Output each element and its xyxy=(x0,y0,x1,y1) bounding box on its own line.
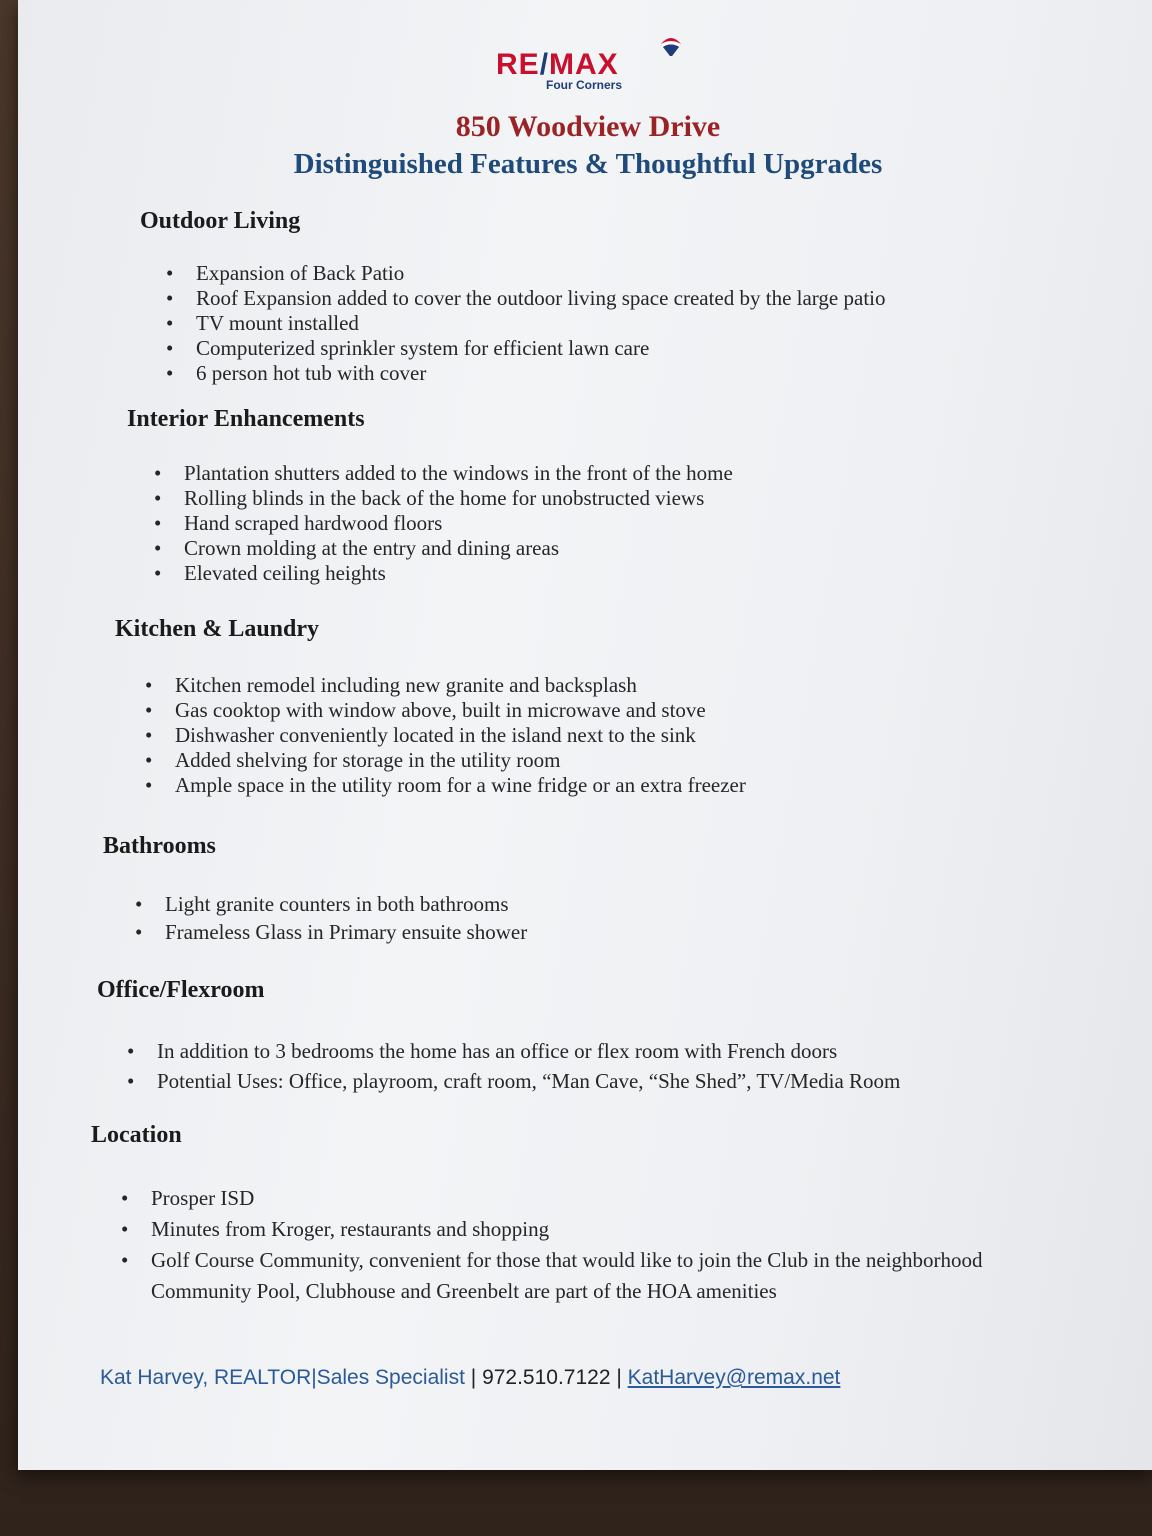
list-item: • Minutes from Kroger, restaurants and shopping xyxy=(121,1214,1031,1245)
list-item: • Frameless Glass in Primary ensuite shower xyxy=(135,918,1003,946)
list-item: • Plantation shutters added to the windows in the front of the home xyxy=(154,461,1027,486)
section-bathrooms xyxy=(103,833,1003,946)
features-subtitle: Distinguished Features & Thoughtful Upgrades xyxy=(293,148,883,180)
section-office-flexroom xyxy=(97,977,1057,1096)
list-item: • In addition to 3 bedrooms the home has an office or flex room with French doors xyxy=(127,1036,1057,1066)
section-interior-enhancements xyxy=(127,406,1027,586)
list-item: • Dishwasher conveniently located in the island next to the sink xyxy=(145,723,1015,748)
feature-list xyxy=(166,261,1040,386)
list-item: • Rolling blinds in the back of the home for unobstructed views xyxy=(154,486,1027,511)
list-item: • Expansion of Back Patio xyxy=(166,261,1040,286)
agent-contact-footer xyxy=(100,1366,840,1390)
separator: | xyxy=(464,1366,483,1389)
list-item: • Hand scraped hardwood floors xyxy=(154,511,1027,536)
list-item: • Kitchen remodel including new granite and backsplash xyxy=(145,673,1015,698)
separator: | xyxy=(610,1366,628,1389)
list-item: • Crown molding at the entry and dining areas xyxy=(154,536,1027,561)
list-item: • Gas cooktop with window above, built in microwave and stove xyxy=(145,698,1015,723)
list-item: • Prosper ISD xyxy=(121,1183,1031,1214)
section-heading: Kitchen & Laundry xyxy=(115,616,320,642)
feature-list xyxy=(135,890,1003,946)
remax-logo xyxy=(496,36,696,96)
logo-office-name: Four Corners xyxy=(546,78,623,92)
agent-name: Kat Harvey, REALTOR|Sales Specialist xyxy=(100,1366,465,1389)
agent-phone: 972.510.7122 xyxy=(482,1366,611,1389)
list-item: • Computerized sprinkler system for efficient lawn care xyxy=(166,336,1040,361)
hot-air-balloon-icon xyxy=(659,36,683,62)
feature-list xyxy=(121,1183,1031,1307)
feature-list xyxy=(145,673,1015,798)
list-item: • Added shelving for storage in the utility room xyxy=(145,748,1015,773)
list-item: • 6 person hot tub with cover xyxy=(166,361,1040,386)
section-outdoor-living xyxy=(140,208,1040,386)
feature-list xyxy=(154,461,1027,586)
section-kitchen-laundry xyxy=(115,616,1015,798)
section-heading: Interior Enhancements xyxy=(127,406,365,432)
list-item: • Roof Expansion added to cover the outdoor living space created by the large patio xyxy=(166,286,1040,311)
section-heading: Office/Flexroom xyxy=(97,977,265,1003)
list-item: • Ample space in the utility room for a wine fridge or an extra freezer xyxy=(145,773,1015,798)
list-item: • Elevated ceiling heights xyxy=(154,561,1027,586)
list-item: • Light granite counters in both bathrooms xyxy=(135,890,1003,918)
list-item: • TV mount installed xyxy=(166,311,1040,336)
list-item: • Potential Uses: Office, playroom, craft room, “Man Cave, “She Shed”, TV/Media Room xyxy=(127,1066,1057,1096)
flyer-page xyxy=(18,0,1152,1470)
section-heading: Bathrooms xyxy=(103,833,216,859)
feature-list xyxy=(127,1036,1057,1096)
section-heading: Location xyxy=(91,1122,182,1148)
section-heading: Outdoor Living xyxy=(140,208,301,234)
section-location xyxy=(91,1122,1051,1307)
property-address-title: 850 Woodview Drive xyxy=(455,110,721,143)
list-item: • Golf Course Community, convenient for those that would like to join the Club in the neighborhood Community Pool, Clubhouse and Greenbelt are part of the HOA amenities xyxy=(121,1245,1031,1307)
logo-wordmark: RE/MAX xyxy=(496,48,619,81)
agent-email-link[interactable]: KatHarvey@remax.net xyxy=(627,1366,841,1389)
